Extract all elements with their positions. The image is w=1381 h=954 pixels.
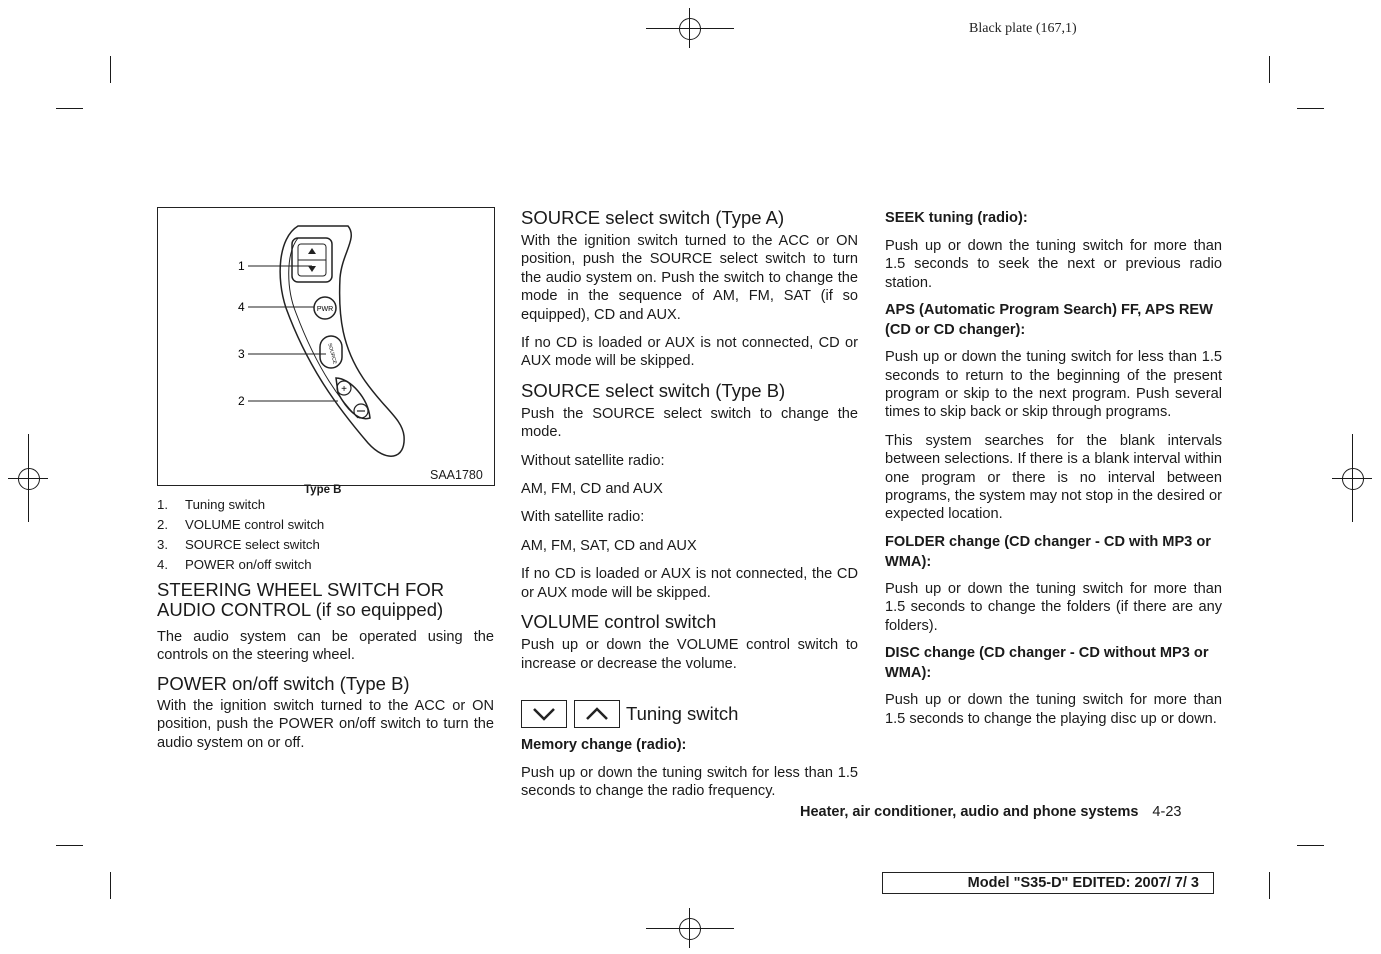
section-heading: STEERING WHEEL SWITCH FOR AUDIO CONTROL (if so equipped) [157,579,445,620]
intro-paragraph: The audio system can be operated using the controls on the steering wheel. [157,629,494,664]
aps-note: This system searches for the blank intervals between selections. If there is a blank interval within one program or there is no interval between programs, the system may not stop in the desired or expected location. [885,432,1222,523]
legend-item: 1. Tuning switch [157,497,266,512]
steering-switch-figure [157,207,495,486]
source-label: SOURCE [326,342,338,365]
callout-1: 1 [238,259,245,273]
chevron-up-icon [574,700,620,728]
figure-code: SAA1780 [430,468,483,482]
volume-paragraph: Push up or down the VOLUME control switch to increase or decrease the volume. [521,637,858,672]
page-footer [800,804,1181,820]
source-a-heading: SOURCE select switch (Type A) [521,207,785,228]
volume-heading: VOLUME control switch [521,611,717,633]
with-sat-label: With satellite radio: [521,509,645,526]
memory-heading: Memory change (radio): [521,737,687,753]
disc-paragraph: Push up or down the tuning switch for more than 1.5 seconds to change the playing disc up or down. [885,692,1222,727]
model-label: Model "S35-D" EDITED: 2007/ 7/ 3 [967,875,1199,891]
source-b-heading: SOURCE select switch (Type B) [521,379,786,401]
column-2 [521,208,858,673]
source-b-note: If no CD is loaded or AUX is not connected, the CD or AUX mode will be skipped. [521,566,858,601]
callout-3: 3 [238,347,245,361]
folder-paragraph: Push up or down the tuning switch for more than 1.5 seconds to change the folders (if there are any folders). [885,580,1222,634]
callout-4: 4 [238,300,245,314]
power-heading: POWER on/off switch (Type B) [157,672,410,694]
folder-heading: FOLDER change (CD changer - CD with MP3 or WMA): [885,533,1211,570]
source-b-paragraph: Push the SOURCE select switch to change the mode. [521,405,858,441]
callout-2: 2 [238,394,245,408]
column-2-lower [521,735,858,801]
tuning-heading: Tuning switch [626,703,739,724]
seek-paragraph: Push up or down the tuning switch for more than 1.5 seconds to seek the next or previous radio station. [885,238,1222,291]
seek-heading: SEEK tuning (radio): [885,210,1028,226]
with-sat-sequence: AM, FM, SAT, CD and AUX [521,537,697,554]
figure-caption: Type B [304,484,342,496]
chevron-down-icon [521,700,567,728]
without-sat-sequence: AM, FM, CD and AUX [521,481,663,498]
source-a-note: If no CD is loaded or AUX is not connected, CD or AUX mode will be skipped. [521,335,858,370]
figure-legend [157,495,324,575]
legend-item: 2. VOLUME control switch [157,517,325,532]
memory-paragraph: Push up or down the tuning switch for less than 1.5 seconds to change the radio frequency. [521,765,858,800]
pwr-label: PWR [316,306,334,313]
aps-paragraph: Push up or down the tuning switch for less than 1.5 seconds to return to the beginning of the present program or skip to the next program. Push several times to skip back or skip through programs. [885,349,1222,421]
source-a-paragraph: With the ignition switch turned to the ACC or ON position, push the SOURCE select switch to turn the audio system on. Push the switch to change the mode in the sequence of AM, FM, SAT (if so equipped), CD and AUX. [521,233,858,323]
svg-text:+: + [341,384,347,395]
aps-heading: APS (Automatic Program Search) FF, APS REW (CD or CD changer): [885,302,1213,339]
without-sat-label: Without satellite radio: [521,452,665,469]
plate-label: Black plate (167,1) [969,21,1077,36]
disc-heading: DISC change (CD changer - CD without MP3 or WMA): [885,645,1209,682]
footer-section: Heater, air conditioner, audio and phone systems [800,804,1139,820]
steering-switch-illustration [158,208,494,485]
column-1 [157,580,494,752]
page-number: 4-23 [1152,804,1182,820]
legend-item: 3. SOURCE select switch [157,537,320,552]
power-paragraph: With the ignition switch turned to the ACC or ON position, push the POWER on/off switch to turn the audio system on or off. [157,697,494,751]
model-edit-box [882,872,1214,894]
column-3 [885,208,1222,728]
legend-item: 4. POWER on/off switch [157,557,312,572]
